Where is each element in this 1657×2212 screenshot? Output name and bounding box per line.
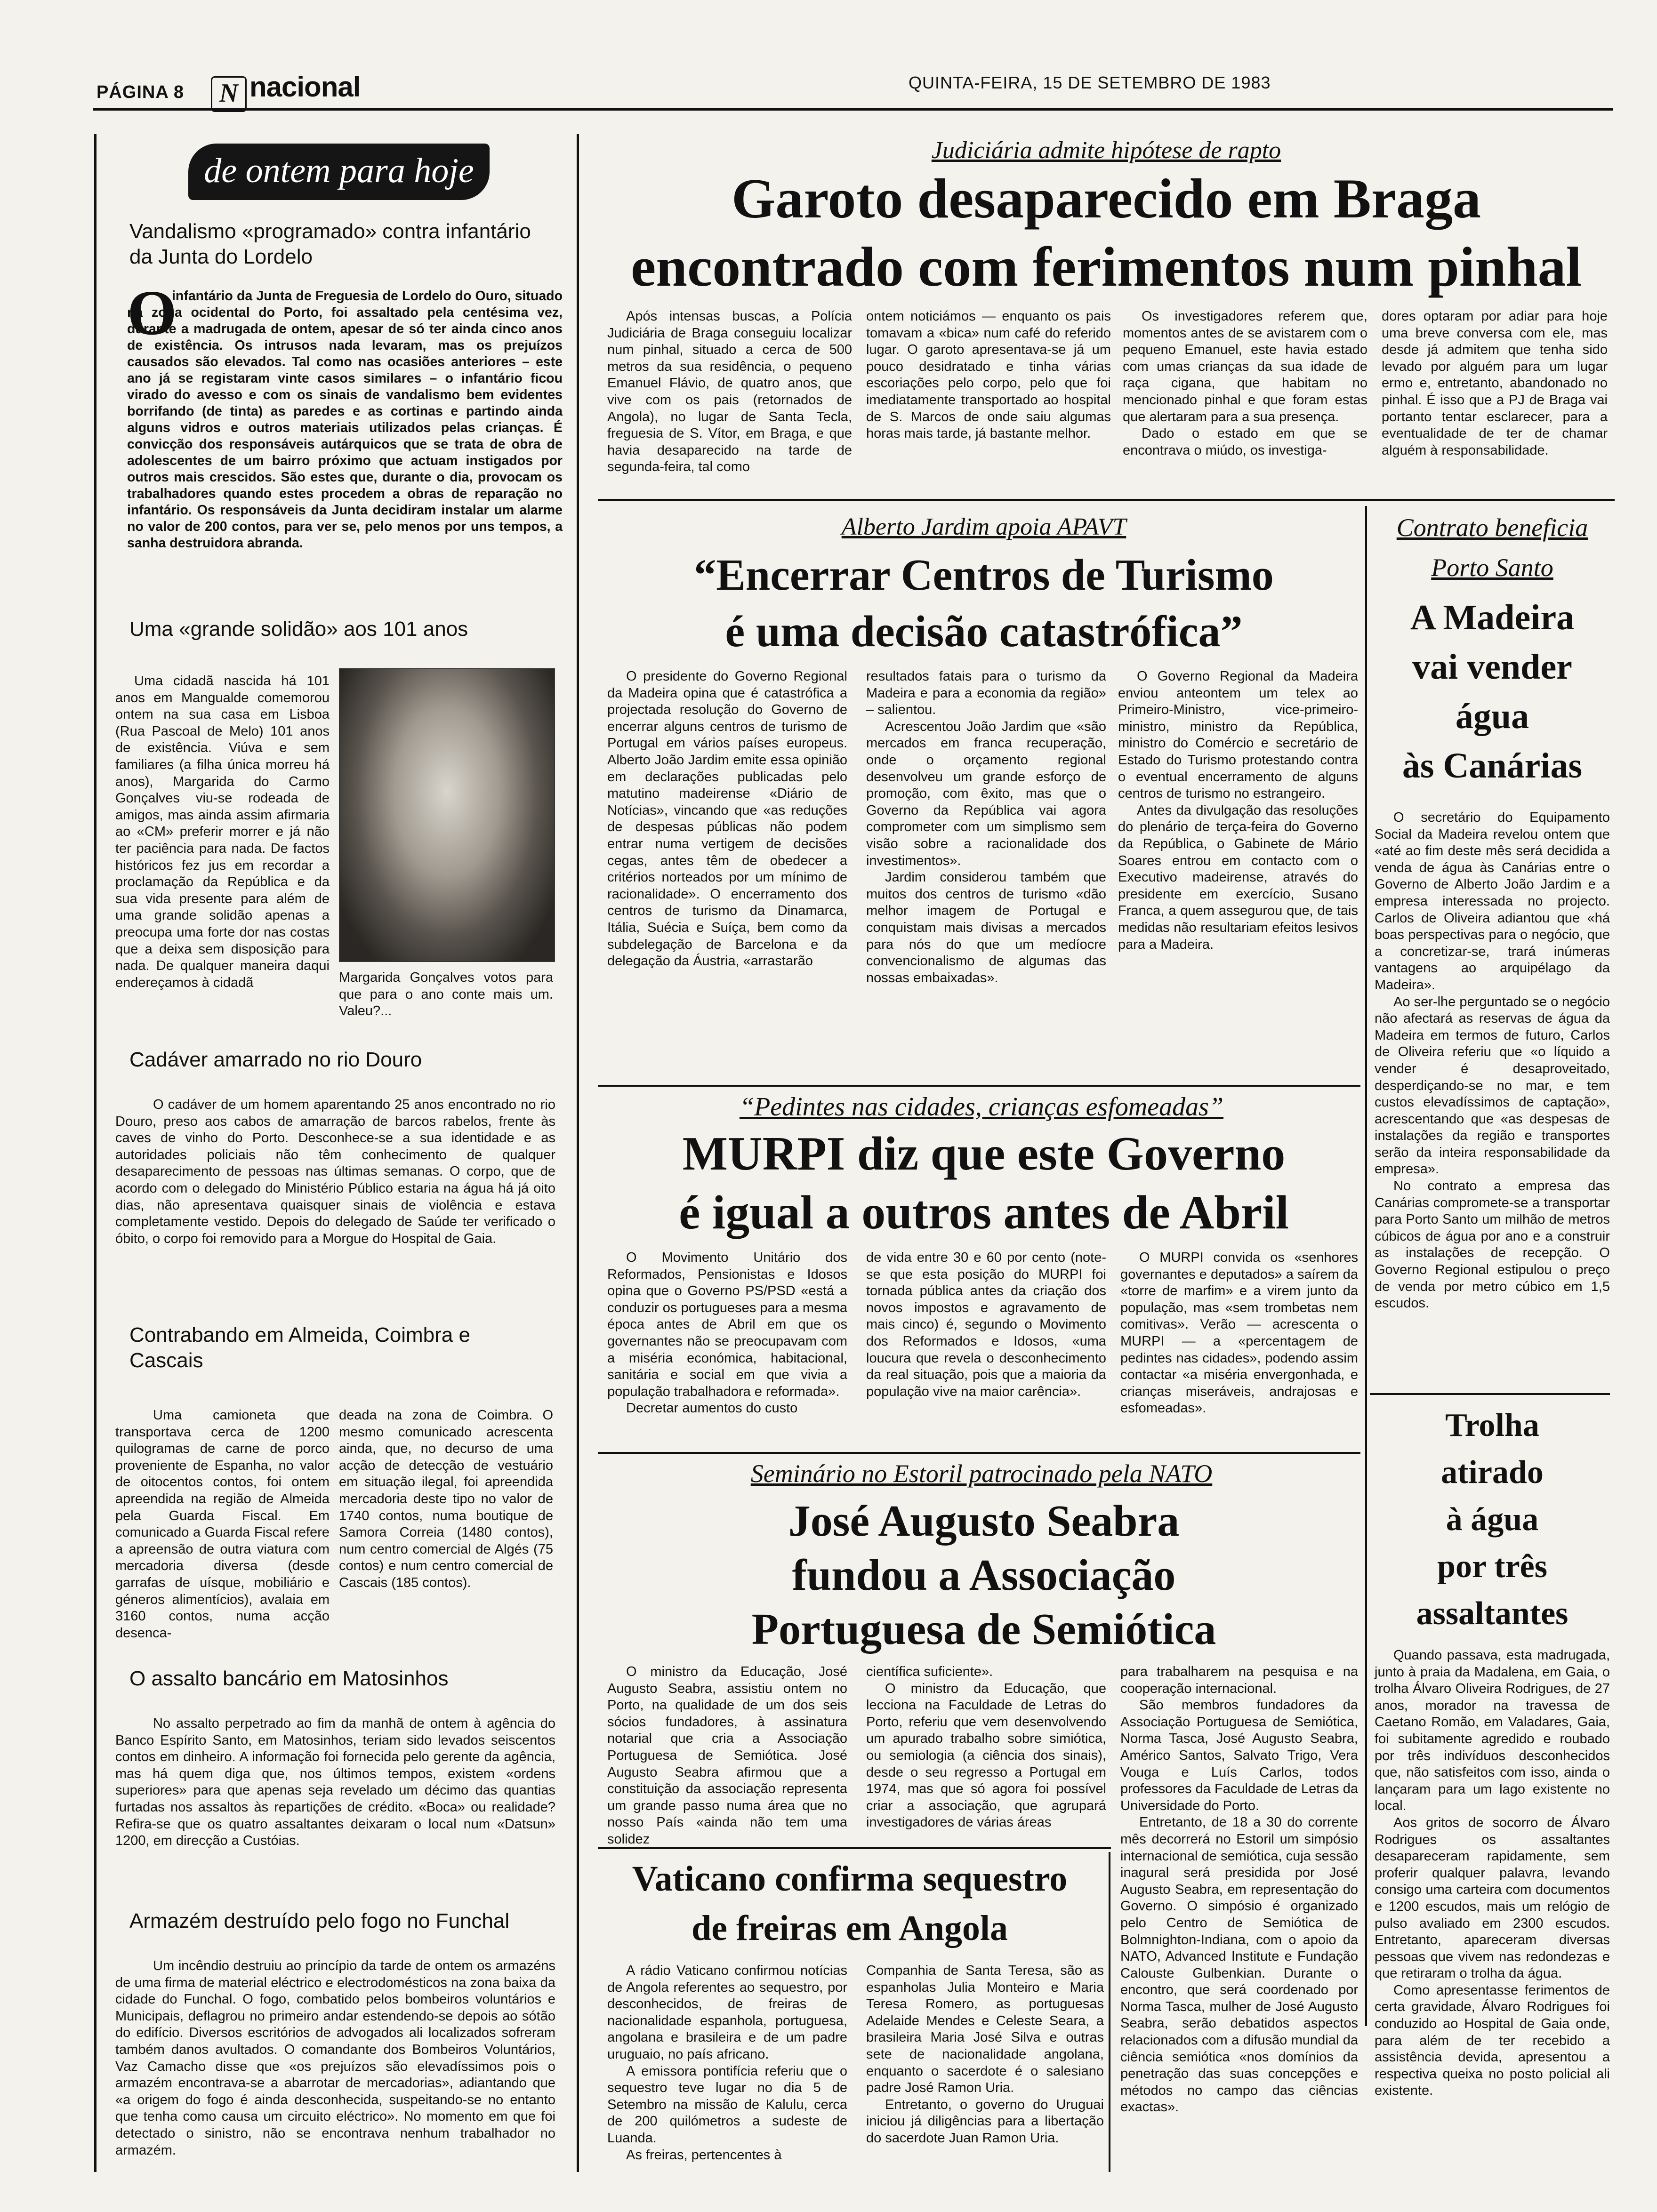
article-headline: MURPI diz que este Governo bbox=[682, 1127, 1286, 1180]
sidebar-item-title: Vandalismo «programado» contra infantário da Junta do Lordelo bbox=[129, 220, 531, 268]
article-kicker: Contrato beneficia bbox=[1396, 513, 1588, 542]
sidebar-item-text: Um incêndio destruiu ao princípio da tarde de ontem os armazéns de uma firma de material eléctrico e electrodomésticos na zona baixa da cidade do Funchal. O fogo, combatido pelos bombeiros voluntários e Municipais, deflagrou no primeiro andar estendendo-se depois ao sótão do edifício. Diversos escritórios de advogados ali localizados sofreram também danos avultados. O comandante dos Bombeiros Voluntários, Vaz Camacho disse que «os prejuízos são elevadíssimos pois o armazém encontrava-se a abarrotar de mercadorias», adiantando que «a origem do fogo é ainda desconhecida, suspeitando-se no entanto que tenha como causa um circuito eléctrico». No momento em que foi detectado o sinistro, não se encontrava nenhum trabalhador no armazém. bbox=[115, 1958, 555, 2158]
article-text: O MURPI convida os «senhores governantes e deputados» a saírem da «torre de marfim» e a virem junto da população, mas «sem trombetas nem comitivas». Verão — acrescenta o MURPI — a «percentagem de pedintes nas cidades», podendo assim contactar «a miséria envergonhada, e crianças miseráveis, andrajosas e esfomeadas». bbox=[1120, 1250, 1358, 1416]
sidebar-banner-text: de ontem para hoje bbox=[204, 152, 474, 190]
portrait-photo bbox=[339, 668, 555, 962]
article-text: O Governo Regional da Madeira enviou anteontem um telex ao Primeiro-Ministro, vice-primeiro-ministro, ministro da República, ministro do Comércio e secretário de Estado do Turismo protestando contra o eventual encerramento de alguns centros de turismo no estrangeiro. Antes da divulgação das resoluções do plenário de terça-feira do Governo da República, o Gabinete de Mário Soares entrou em contacto com o Executivo madeirense, através do presidente em exercício, Susano Franca, a quem assegurou que, de tais medidas não resultariam efeitos lesivos para a Madeira. bbox=[1118, 669, 1358, 952]
article-kicker: Alberto Jardim apoia APAVT bbox=[841, 513, 1126, 540]
dropcap: O bbox=[127, 278, 177, 348]
sidebar-item-text: Uma cidadã nascida há 101 anos em Mangualde comemorou ontem na sua casa em Lisboa (Rua Pascoal de Melo) 101 anos de existência. Viúva e sem familiares (a filha única morreu há anos), Margarida do Carmo Gonçalves viu-se rodeada de amigos, mas ainda assim afirmaria ao «CM» preferir morrer e já não ter paciência para nada. De factos históricos fez jus em recordar a proclamação da República e da sua vida presente para além de uma grande solidão apenas a preocupa uma forte dor nas costas que a deixa sem disposição para nada. De qualquer maneira daqui endereçamos à cidadã bbox=[115, 673, 330, 990]
article-text: científica suficiente». O ministro da Educação, que lecciona na Faculdade de Letras do Porto, referiu que vem desenvolvendo um apurado trabalho sobre simiótica, ou semiologia (a ciência dos sinais), desde o seu regresso a Portugal em 1974, mas que só agora foi possível criar a associação, que agrupará investigadores de várias áreas bbox=[866, 1664, 1106, 1830]
section-logo-icon: N bbox=[211, 76, 247, 112]
article-headline: de freiras em Angola bbox=[692, 1908, 1008, 1948]
article-kicker: Seminário no Estoril patrocinado pela NATO bbox=[750, 1459, 1213, 1488]
article-text: Após intensas buscas, a Polícia Judiciária de Braga conseguiu localizar num pinhal, situado a cerca de 500 metros da sua residência, o pequeno Emanuel Flávio, de quatro anos, que vive com os pais (retornados de Angola), no lugar de Santa Tecla, freguesia de S. Vítor, em Braga, e que havia desaparecido na tarde de segunda-feira, tal como bbox=[607, 309, 852, 475]
article-text: O presidente do Governo Regional da Madeira opina que é catastrófica a projectada resolução do Governo de encerrar alguns centros de turismo de Portugal em vários países europeus. Alberto João Jardim emite essa opinião em declarações publicadas pelo matutino madeirense «Diário de Notícias», vincando que «as reduções de despesas públicas não podem entrar numa vertigem de decisões cegas, antes têm de obedecer a critérios norteados por um mínimo de racionalidade». O encerramento dos centros de turismo da Dinamarca, Itália, Suécia e Suíça, bem como da subdelegação de Barcelona e da delegação da Áustria, «arrastarão bbox=[607, 669, 847, 969]
section-rule bbox=[598, 499, 1615, 501]
article-headline: Garoto desaparecido em Braga bbox=[731, 167, 1481, 230]
article-text: Companhia de Santa Teresa, são as espanholas Julia Monteiro e Maria Teresa Romero, as portuguesas Adelaide Mendes e Celeste Seara, a brasileira Maria José Silva e outras sete de nacionalidade angolana, enquanto o sacerdote é o salesiano padre José Ramon Uria. Entretanto, o governo do Uruguai iniciou já diligências para a libertação do sacerdote Juan Ramon Uria. bbox=[866, 1963, 1104, 2146]
article-text: O ministro da Educação, José Augusto Seabra, assistiu ontem no Porto, na qualidade de um dos seis sócios fundadores, à assinatura notarial que cria a Associação Portuguesa de Semiótica. José Augusto Seabra afirmou que a constituição da associação representa um grande passo numa área que no nosso País «ainda não tem uma solidez bbox=[607, 1664, 847, 1847]
article-headline: é igual a outros antes de Abril bbox=[679, 1186, 1289, 1239]
sidebar-item-title: Cadáver amarrado no rio Douro bbox=[129, 1048, 422, 1071]
photo-caption: Margarida Gonçalves votos para que para o ano conte mais um. Valeu?... bbox=[339, 970, 553, 1019]
article-text: Os investigadores referem que, momentos antes de se avistarem com o pequeno Emanuel, este havia estado com umas crianças da sua idade de raça cigana, que habitam no mencionado pinhal e que foram estas que alertaram para a sua presença. Dado o estado em que se encontrava o miúdo, os investiga- bbox=[1123, 309, 1367, 458]
sidebar-item-title: Contrabando em Almeida, Coimbra e Cascais bbox=[129, 1323, 470, 1372]
article-text: resultados fatais para o turismo da Madeira e para a economia da região» – salientou. Acrescentou João Jardim que «são mercados em franca recuperação, onde o orçamento regional desenvolveu um grande esforço de promoção, com êxito, mas que o Governo da República vai agora comprometer com um simplismo sem visão sobre a racionalidade dos investimentos». Jardim considerou também que muitos dos centros de turismo «dão melhor imagem de Portugal e conquistam mais divisas a mercados para nós do que um medíocre convencionalismo de algumas das nossas embaixadas». bbox=[866, 669, 1106, 986]
article-headline: por três bbox=[1437, 1548, 1547, 1585]
article-headline: Vaticano confirma sequestro bbox=[632, 1859, 1068, 1899]
page-date: QUINTA-FEIRA, 15 DE SETEMBRO DE 1983 bbox=[909, 73, 1271, 92]
article-text: O Movimento Unitário dos Reformados, Pensionistas e Idosos opina que o Governo PS/PSD «está a conduzir os portugueses para a mesma época antes de Abril em que os governantes não se preocupavam com a miséria económica, habitacional, sanitária e social em que vivia a população trabalhadora e reformada». Decretar aumentos do custo bbox=[607, 1250, 847, 1416]
article-headline: José Augusto Seabra bbox=[788, 1497, 1180, 1546]
article-kicker: “Pedintes nas cidades, crianças esfomeadas” bbox=[739, 1092, 1224, 1122]
article-headline: atirado bbox=[1441, 1454, 1544, 1491]
article-headline: Trolha bbox=[1445, 1407, 1539, 1443]
article-headline: encontrado com ferimentos num pinhal bbox=[631, 235, 1582, 298]
column-rule bbox=[1365, 506, 1367, 2026]
article-text: de vida entre 30 e 60 por cento (note-se que esta posição do MURPI foi tornada pública antes da criação dos novos impostos e agravamento de mais cinco) é, segundo o Movimento dos Reformados e Idosos, «uma loucura que revela o desconhecimento da real situação, pois que a maioria da população vive na maior carência». bbox=[866, 1250, 1106, 1399]
article-headline: à água bbox=[1446, 1501, 1539, 1538]
sidebar-item-text: O cadáver de um homem aparentando 25 anos encontrado no rio Douro, preso aos cabos de amarração de barcos rabelos, frente às caves de vinho do Porto. Desconhece-se a sua identidade e as autoridades policiais não têm conhecimento de qualquer desaparecimento de pessoas nas últimas semanas. O corpo, que de acordo com o delegado do Ministério Público estaria na água há já oito dias, não apresentava quaisquer sinais de violência e estava completamente vestido. Depois do delegado de Saúde ter verificado o óbito, o corpo foi removido para a Morgue do Hospital de Gaia. bbox=[115, 1097, 555, 1246]
article-text: O secretário do Equipamento Social da Madeira revelou ontem que «até ao fim deste mês será decidida a venda de água às Canárias entre o Governo de Alberto João Jardim e a empresa interessada no projecto. Carlos de Oliveira adiantou que «há boas perspectivas para o negócio, que a concretizar-se, trará inúmeras vantagens ao arquipélago da Madeira». Ao ser-lhe perguntado se o negócio não afectará as reservas de água da Madeira em termos de futuro, Carlos de Oliveira referiu que «o líquido a vender é desaproveitado, desperdiçando-se no mar, e tem custos elevadíssimos de captação», acrescentando que «as despesas de instalações da região e transportes serão da inteira responsabilidade da empresa». No contrato a empresa das Canárias compromete-se a transportar para Porto Santo um milhão de metros cúbicos de água por ano e a construir as instalações de recepção. O Governo Regional estipulou o preço de venda por metro cúbico em 1,5 escudos. bbox=[1375, 810, 1610, 1311]
header-rule bbox=[93, 108, 1613, 111]
sidebar-item-title: Armazém destruído pelo fogo no Funchal bbox=[129, 1909, 510, 1932]
sidebar-item-text: deada na zona de Coimbra. O mesmo comunicado acrescenta ainda, que, no decurso de uma acção de detecção de vestuário em situação ilegal, foi apreendida mercadoria deste tipo no valor de 1740 contos, numa boutique de Samora Correia (1480 contos), num centro comercial de Algés (75 contos) e num centro comercial de Cascais (185 contos). bbox=[339, 1408, 553, 1590]
page-number: PÁGINA 8 bbox=[97, 82, 185, 102]
article-headline: assaltantes bbox=[1416, 1595, 1569, 1632]
article-headline: “Encerrar Centros de Turismo bbox=[694, 551, 1274, 600]
article-text: dores optaram por adiar para hoje uma breve conversa com ele, mas desde já admitem que tenha sido levado por alguém para um lugar ermo e, entretanto, abandonado no pinhal. É isso que a PJ de Braga vai portanto tentar esclarecer, para a eventualidade de ter de chamar alguém à responsabilidade. bbox=[1382, 309, 1608, 458]
article-kicker: Judiciária admite hipótese de rapto bbox=[931, 137, 1281, 164]
section-rule bbox=[598, 1452, 1360, 1454]
section-name: nacional bbox=[249, 71, 361, 103]
sidebar-item-title: O assalto bancário em Matosinhos bbox=[129, 1667, 449, 1690]
article-kicker: Porto Santo bbox=[1431, 553, 1553, 582]
article-headline: é uma decisão catastrófica” bbox=[725, 607, 1243, 656]
article-text: ontem noticiámos — enquanto os pais tomavam a «bica» num café do referido lugar. O garoto apresentava-se já um pouco desidratado e tinha várias escoriações pelo corpo, pelo que foi imediatamente transportado ao hospital de S. Marcos de onde saiu algumas horas mais tarde, já bastante melhor. bbox=[866, 309, 1111, 441]
column-rule bbox=[1109, 1852, 1110, 2172]
article-headline: fundou a Associação bbox=[792, 1551, 1176, 1600]
sidebar-item-text: No assalto perpetrado ao fim da manhã de ontem à agência do Banco Espírito Santo, em Matosinhos, teriam sido levados seiscentos contos em dinheiro. A informação foi fornecida pelo gerente da agência, mas há quem diga que, nos últimos tempos, existem «ordens superiores» para que apenas seja revelado um décimo das quantias furtadas nos assaltos às repartições de crédito. «Boca» ou realidade? Refira-se que os quatro assaltantes deixaram o local num «Datsun» 1200, em direcção a Custóias. bbox=[115, 1716, 555, 1849]
sidebar-item-text: Uma camioneta que transportava cerca de 1200 quilogramas de carne de porco proveniente de Espanha, no valor de oitocentos contos, foi ontem apreendida na região de Almeida pela Guarda Fiscal. Em comunicado a Guarda Fiscal refere a apreensão de outra viatura com mercadoria diversa (desde garrafas de uísque, mobiliário e géneros alimentícios), avalaia em 3160 contos, numa acção desenca- bbox=[115, 1408, 330, 1641]
article-text: A rádio Vaticano confirmou notícias de Angola referentes ao sequestro, por desconhecidos, de freiras de nacionalidade espanhola, portuguesa, angolana e brasileira e de um padre uruguaio, no país africano. A emissora pontifícia referiu que o sequestro teve lugar no dia 5 de Setembro na missão de Kalulu, cerca de 200 quilómetros a sudeste de Luanda. As freiras, pertencentes à bbox=[607, 1963, 847, 2163]
section-rule bbox=[598, 1847, 1111, 1849]
article-headline: água bbox=[1455, 697, 1529, 736]
article-headline: vai vender bbox=[1412, 647, 1572, 687]
sidebar-banner bbox=[188, 144, 490, 200]
article-text: para trabalharem na pesquisa e na cooperação internacional. São membros fundadores da Associação Portuguesa de Semiótica, Norma Tasca, José Augusto Seabra, Américo Santos, Salvato Trigo, Vera Vouga e Luís Carlos, todos professores da Faculdade de Letras da Universidade do Porto. Entretanto, de 18 a 30 do corrente mês decorrerá no Estoril um simpósio internacional de semiótica, cuja sessão inagural será presidida por José Augusto Seabra, em representação do Governo. O simpósio é organizado pelo Centro de Semiótica de Bolmnighton-Indiana, com o apoio da NATO, Advanced Institute e Fundação Calouste Gulbenkian. Durante o encontro, que será coordenado por Norma Tasca, mulher de José Augusto Seabra, serão debatidos aspectos relacionados com a difusão mundial da ciência semiótica «nos domínios da penetração das suas concepções e métodos no campo das ciências exactas». bbox=[1120, 1664, 1358, 2115]
article-headline: às Canárias bbox=[1402, 746, 1583, 785]
article-headline: Portuguesa de Semiótica bbox=[751, 1605, 1216, 1654]
sidebar-item-title: Uma «grande solidão» aos 101 anos bbox=[129, 617, 468, 641]
sidebar-item-text: infantário da Junta de Freguesia de Lordelo do Ouro, situado na zona ocidental do Porto, foi assaltado pela centésima vez, durante a madrugada de ontem, apesar de só ter ainda cinco anos de existência. Os intrusos nada levaram, mas os prejuízos causados são elevados. Tal como nas ocasiões anteriores – este ano já se registaram vinte casos similares – o infantário ficou virado do avesso e com os sinais de vandalismo bem evidentes borrifando (de tinta) as paredes e as cortinas e partindo ainda alguns vidros e outros materiais utilizados pelas crianças. É convicção dos responsáveis autárquicos que se trata de obra de adolescentes de um bairro próximo que actuam instigados por outros mais crescidos. São estes que, durante o dia, provocam os trabalhadores quando estes procedem a obras de reparação no infantário. Os responsáveis da Junta decidiram instalar um alarme no valor de 200 contos, para ver se, pelo menos por uns tempos, a sanha destruidora abranda. bbox=[127, 289, 563, 551]
section-rule bbox=[598, 1085, 1360, 1087]
section-rule bbox=[1370, 1393, 1610, 1395]
article-text: Quando passava, esta madrugada, junto à praia da Madalena, em Gaia, o trolha Álvaro Oliveira Rodrigues, de 27 anos, morador na travessa de Caetano Romão, em Valadares, Gaia, foi subitamente agredido e roubado por três indivíduos desconhecidos que, não satisfeitos com isso, ainda o lançaram para um lago existente no local. Aos gritos de socorro de Álvaro Rodrigues os assaltantes desapareceram rapidamente, sem proferir qualquer palavra, levando consigo uma carteira com documentos e 1200 escudos, mais um relógio de pulso avaliado em 2300 escudos. Entretanto, apareceram diversas pessoas que vivem nas redondezas e que retiraram o trolha da água. Como apresentasse ferimentos de certa gravidade, Álvaro Rodrigues foi conduzido ao Hospital de Gaia onde, para além de ter recebido a assistência devida, apresentou a respectiva queixa no posto policial ali existente. bbox=[1375, 1648, 1610, 2099]
article-headline: A Madeira bbox=[1410, 598, 1575, 637]
